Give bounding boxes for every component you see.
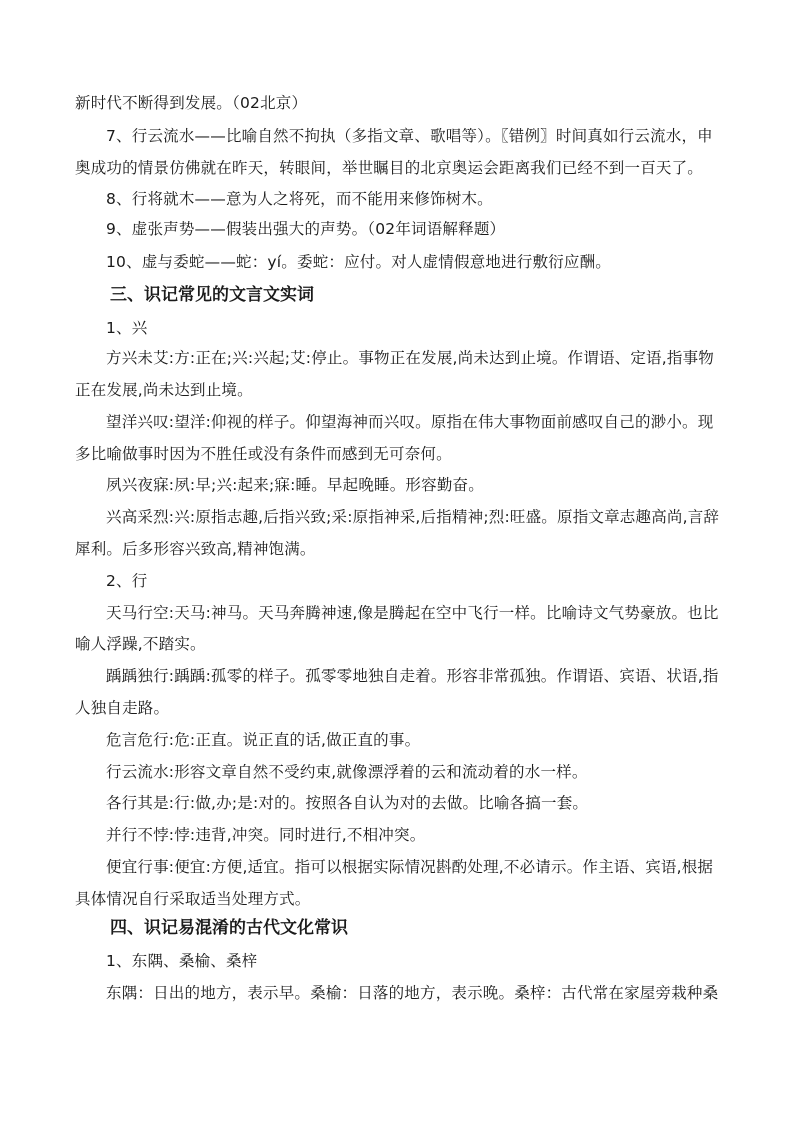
text-line: 并行不悖:悖:违背,冲突。同时进行,不相冲突。 bbox=[106, 826, 426, 844]
text-line: 行云流水:形容文章自然不受约束,就像漂浮着的云和流动着的水一样。 bbox=[106, 763, 588, 781]
text-line: 东隅：日出的地方，表示早。桑榆：日落的地方，表示晚。桑梓：古代常在家屋旁栽种桑 bbox=[106, 984, 719, 1002]
text-line: 望洋兴叹:望洋:仰视的样子。仰望海神而兴叹。原指在伟大事物面前感叹自己的渺小。现 bbox=[106, 413, 714, 431]
text-line: 犀利。后多形容兴致高,精神饱满。 bbox=[75, 540, 316, 558]
text-line: 具体情况自行采取适当处理方式。 bbox=[75, 890, 311, 908]
text-line: 10、虚与委蛇——蛇：yí。委蛇：应付。对人虚情假意地进行敷衍应酬。 bbox=[106, 253, 612, 271]
text-line: 新时代不断得到发展。（02北京） bbox=[75, 94, 308, 112]
text-line: 多比喻做事时因为不胜任或没有条件而感到无可奈何。 bbox=[75, 445, 452, 463]
subsection-label: 1、东隅、桑榆、桑梓 bbox=[106, 952, 258, 970]
subsection-label: 2、行 bbox=[106, 572, 148, 590]
text-line: 危言危行:危:正直。说正直的话,做正直的事。 bbox=[106, 731, 421, 749]
text-line: 各行其是:行:做,办;是:对的。按照各自认为对的去做。比喻各搞一套。 bbox=[106, 794, 589, 812]
text-line: 人独自走路。 bbox=[75, 699, 170, 717]
text-line: 天马行空:天马:神马。天马奔腾神速,像是腾起在空中飞行一样。比喻诗文气势豪放。也比 bbox=[106, 604, 719, 622]
text-line: 奥成功的情景仿佛就在昨天，转眼间，举世瞩目的北京奥运会距离我们已经不到一百天了。 bbox=[75, 159, 704, 177]
text-line: 喻人浮躁,不踏实。 bbox=[75, 635, 206, 653]
section-heading: 四、识记易混淆的古代文化常识 bbox=[110, 918, 348, 938]
text-line: 9、虚张声势——假装出强大的声势。（02年词语解释题） bbox=[106, 220, 506, 238]
text-line: 7、行云流水——比喻自然不拘执（多指文章、歌唱等）。〖错例〗时间真如行云流水，申 bbox=[106, 127, 713, 145]
text-line: 夙兴夜寐:夙:早;兴:起来;寐:睡。早起晚睡。形容勤奋。 bbox=[106, 476, 484, 494]
text-line: 踽踽独行:踽踽:孤零的样子。孤零零地独自走着。形容非常孤独。作谓语、宾语、状语,指 bbox=[106, 667, 719, 685]
text-line: 正在发展,尚未达到止境。 bbox=[75, 381, 253, 399]
text-line: 8、行将就木——意为人之将死，而不能用来修饰树木。 bbox=[106, 190, 493, 208]
text-line: 方兴未艾:方:正在;兴:兴起;艾:停止。事物正在发展,尚未达到止境。作谓语、定语,指事物 bbox=[106, 349, 714, 367]
text-line: 便宜行事:便宜:方便,适宜。指可以根据实际情况斟酌处理,不必请示。作主语、宾语,根据 bbox=[106, 858, 714, 876]
subsection-label: 1、兴 bbox=[106, 319, 148, 337]
text-line: 兴高采烈:兴:原指志趣,后指兴致;采:原指神采,后指精神;烈:旺盛。原指文章志趣高尚,言辞 bbox=[106, 508, 720, 526]
section-heading: 三、识记常见的文言文实词 bbox=[110, 285, 314, 305]
